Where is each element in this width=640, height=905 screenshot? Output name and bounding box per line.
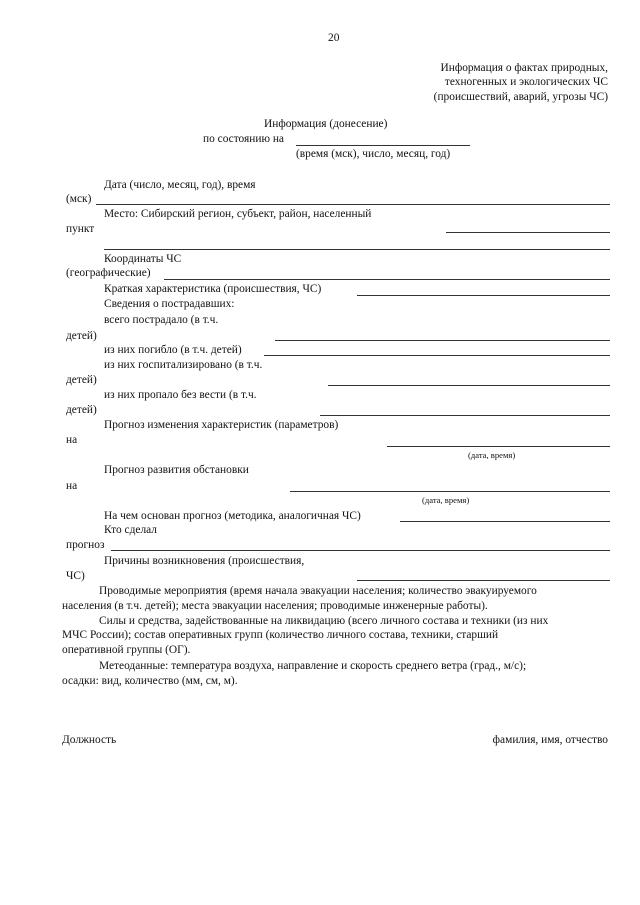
date-time-hint-1: (дата, время): [468, 450, 516, 460]
coords-label: Координаты ЧС: [104, 253, 182, 265]
causes-label-cont: ЧС): [66, 570, 85, 582]
dead-input-line[interactable]: [264, 355, 610, 356]
header-line-3: (происшествий, аварий, угрозы ЧС): [433, 91, 608, 103]
coords-label-cont: (географические): [66, 267, 151, 279]
missing-label: из них пропало без вести (в т.ч.: [104, 389, 257, 401]
doc-title: Информация (донесение): [264, 118, 388, 130]
hosp-input-line[interactable]: [328, 385, 610, 386]
hosp-label: из них госпитализировано (в т.ч.: [104, 359, 263, 371]
page-number: 20: [328, 32, 340, 44]
position-label: Должность: [62, 734, 117, 746]
header-line-2: техногенных и экологических ЧС: [444, 76, 608, 88]
date-input-line[interactable]: [96, 204, 610, 205]
date-time-hint-2: (дата, время): [422, 495, 470, 505]
measures-line-2: населения (в т.ч. детей); места эвакуации населения; проводимые инженерные работы).: [62, 600, 488, 612]
coords-input-line[interactable]: [164, 279, 610, 280]
total-input-line[interactable]: [275, 340, 610, 341]
who-label-cont: прогноз: [66, 539, 105, 551]
forces-line-2: МЧС России); состав оперативных групп (количество личного состава, техники, старший: [62, 629, 499, 641]
date-label: Дата (число, месяц, год), время: [104, 179, 256, 191]
place-label: Место: Сибирский регион, субъект, район, населенный: [104, 208, 372, 220]
meteo-line-1: Метеоданные: температура воздуха, направление и скорость среднего ветра (град., м/с);: [99, 660, 527, 672]
total-label-cont: детей): [66, 330, 97, 342]
dead-label: из них погибло (в т.ч. детей): [104, 344, 242, 356]
forecast-param-input-line[interactable]: [387, 446, 610, 447]
who-input-line[interactable]: [111, 550, 610, 551]
forecast-dev-label-cont: на: [66, 480, 78, 492]
forecast-dev-label: Прогноз развития обстановки: [104, 464, 249, 476]
measures-line-1: Проводимые мероприятия (время начала эвакуации населения; количество эвакуируемого: [99, 585, 537, 597]
hosp-label-cont: детей): [66, 374, 97, 386]
forecast-dev-input-line[interactable]: [290, 491, 610, 492]
forces-line-3: оперативной группы (ОГ).: [62, 644, 191, 656]
forecast-param-label: Прогноз изменения характеристик (параметров): [104, 419, 339, 431]
place-input-line-2[interactable]: [104, 249, 610, 250]
forecast-param-label-cont: на: [66, 434, 78, 446]
status-input-line[interactable]: [296, 145, 470, 146]
place-input-line-1[interactable]: [446, 232, 610, 233]
brief-label: Краткая характеристика (происшествия, ЧС): [104, 283, 322, 295]
causes-input-line[interactable]: [357, 580, 610, 581]
status-label: по состоянию на: [203, 133, 284, 145]
place-label-cont: пункт: [66, 223, 95, 235]
victims-heading: Сведения о пострадавших:: [104, 298, 235, 310]
basis-label: На чем основан прогноз (методика, аналогичная ЧС): [104, 510, 361, 522]
basis-input-line[interactable]: [400, 521, 610, 522]
header-line-1: Информация о фактах природных,: [440, 62, 608, 74]
who-label: Кто сделал: [104, 524, 157, 536]
missing-label-cont: детей): [66, 404, 97, 416]
fio-label: фамилия, имя, отчество: [492, 734, 608, 746]
status-hint: (время (мск), число, месяц, год): [296, 148, 451, 160]
brief-input-line[interactable]: [357, 295, 610, 296]
meteo-line-2: осадки: вид, количество (мм, см, м).: [62, 675, 238, 687]
missing-input-line[interactable]: [320, 415, 610, 416]
causes-label: Причины возникновения (происшествия,: [104, 555, 305, 567]
total-label: всего пострадало (в т.ч.: [104, 314, 219, 326]
date-label-cont: (мск): [66, 193, 92, 205]
forces-line-1: Силы и средства, задействованные на ликвидацию (всего личного состава и техники (из них: [99, 615, 549, 627]
